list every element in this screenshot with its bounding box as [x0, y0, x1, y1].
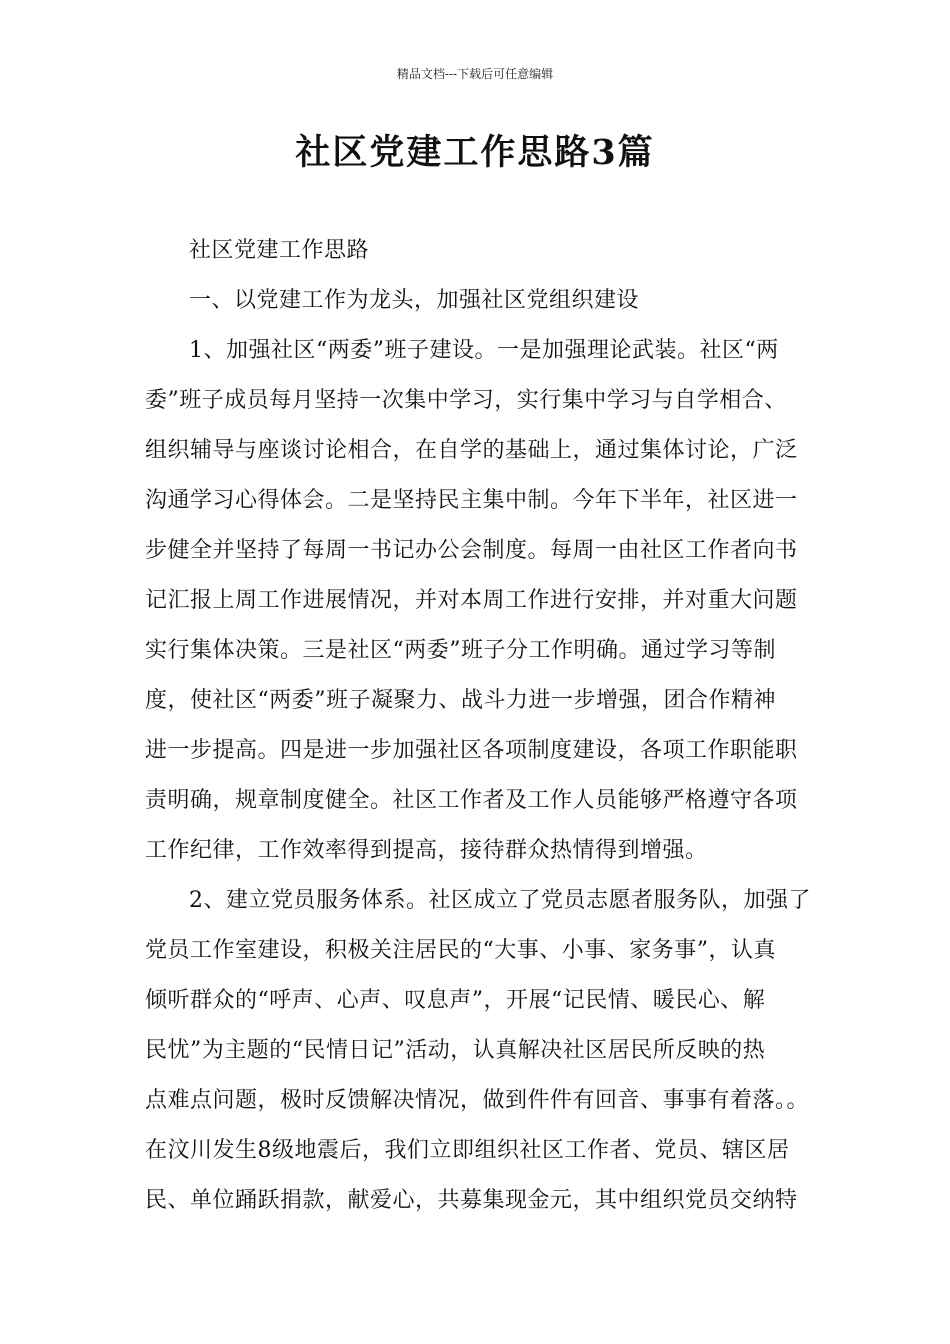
paragraph-line: 实行集体决策。三是社区“两委”班子分工作明确。通过学习等制	[145, 638, 776, 663]
section-heading: 社区党建工作思路	[189, 238, 370, 263]
paragraph-line: 1、加强社区“两委”班子建设。一是加强理论武装。社区“两	[189, 338, 779, 363]
paragraph-line: 沟通学习心得体会。二是坚持民主集中制。今年下半年，社区进一	[145, 488, 798, 513]
paragraph-line: 民忧”为主题的“民情日记”活动，认真解决社区居民所反映的热	[145, 1038, 766, 1063]
document-title: 社区党建工作思路3篇	[295, 132, 655, 173]
paragraph-line: 民、单位踊跃捐款，献爱心，共募集现金元，其中组织党员交纳特	[145, 1188, 798, 1213]
paragraph-line: 点难点问题，极时反馈解决情况，做到件件有回音、事事有着落。。	[145, 1088, 810, 1113]
paragraph-line: 2、建立党员服务体系。社区成立了党员志愿者服务队，加强了	[189, 888, 811, 913]
paragraph-line: 度，使社区“两委”班子凝聚力、战斗力进一步增强，团合作精神	[145, 688, 776, 713]
paragraph-line: 步健全并坚持了每周一书记办公会制度。每周一由社区工作者向书	[145, 538, 798, 563]
paragraph-line: 倾听群众的“呼声、心声、叹息声”，开展“记民情、暖民心、解	[145, 988, 766, 1013]
paragraph-line: 组织辅导与座谈讨论相合，在自学的基础上，通过集体讨论，广泛	[145, 438, 798, 463]
paragraph-line: 工作纪律，工作效率得到提高，接待群众热情得到增强。	[145, 838, 708, 863]
paragraph-line: 党员工作室建设，积极关注居民的“大事、小事、家务事”，认真	[145, 938, 776, 963]
subsection-heading: 一、以党建工作为龙头，加强社区党组织建设	[189, 288, 640, 313]
paragraph-line: 记汇报上周工作进展情况，并对本周工作进行安排，并对重大问题	[145, 588, 798, 613]
header-note: 精品文档---下载后可任意编辑	[396, 67, 554, 81]
paragraph-line: 在汶川发生8级地震后，我们立即组织社区工作者、党员、辖区居	[145, 1138, 790, 1163]
paragraph-line: 委”班子成员每月坚持一次集中学习，实行集中学习与自学相合、	[145, 388, 787, 413]
paragraph-line: 进一步提高。四是进一步加强社区各项制度建设，各项工作职能职	[145, 738, 798, 763]
paragraph-line: 责明确，规章制度健全。社区工作者及工作人员能够严格遵守各项	[145, 788, 798, 813]
document-body	[145, 226, 815, 1226]
